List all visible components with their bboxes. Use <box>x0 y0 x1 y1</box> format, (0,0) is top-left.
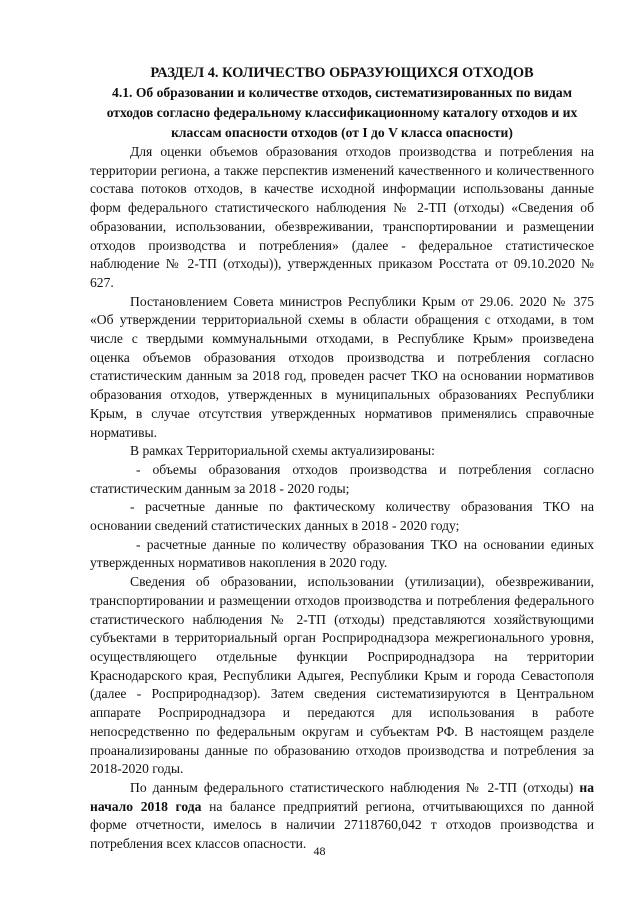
balance-text-start: По данным федерального статистического наблюдения № 2-ТП (отходы) <box>130 779 580 795</box>
list-item-volumes: - объемы образования отходов производства и потребления согласно статистическим данным за 2018 - 2020 годы; <box>90 461 594 496</box>
paragraph-updated-intro: В рамках Территориальной схемы актуализированы: <box>130 443 435 459</box>
list-item-actual-tko: - расчетные данные по фактическому количеству образования ТКО на основании сведений статистических данных в 2018 - 2020 году; <box>90 499 594 534</box>
list-item-normative-tko: - расчетные данные по количеству образования ТКО на основании единых утвержденных нормативов накопления в 2020 году. <box>90 536 594 571</box>
subsection-heading: 4.1. Об образовании и количестве отходов, систематизированных по видам отходов согласно федеральному классификационному каталогу отходов и их классам опасности отходов (от I до V класса опасности) <box>106 85 578 140</box>
page-number: 48 <box>313 844 326 858</box>
paragraph-balance-2018 <box>90 779 594 854</box>
document-page <box>90 64 594 854</box>
paragraph-reporting-process: Сведения об образовании, использовании (утилизации), обезвреживании, транспортировании и размещении отходов производства и потребления федерального статистического наблюдения № 2-ТП (отходы) представляются хозяйствующими субъектами в территориальный орган Росприроднадзора межрегионального уровня, осуществляющего отдельные функции Росприроднадзора на территории Краснодарского края, Республики Адыгея, Республики Крым и города Севастополя (далее - Росприроднадзор). Затем сведения систематизируются в Центральном аппарате Росприроднадзора и передаются для использования в работе непосредственно по федеральным округам и субъектам РФ. В настоящем разделе проанализированы данные по образованию отходов производства и потребления за 2018-2020 годы. <box>90 574 594 777</box>
balance-date-emphasis: на начало 2018 года <box>90 779 594 814</box>
paragraph-data-sources: Для оценки объемов образования отходов производства и потребления на территории региона, а также перспектив изменений качественного и количественного состава потоков отходов, в качестве исходной информации использованы данные форм федерального статистического наблюдения № 2-ТП (отходы) «Сведения об образовании, использовании, обезвреживании, транспортировании и размещении отходов производства и потребления» (далее - федеральное статистическое наблюдение № 2-ТП (отходы)), утвержденных приказом Росстата от 09.10.2020 № 627. <box>90 144 594 290</box>
section-heading: РАЗДЕЛ 4. КОЛИЧЕСТВО ОБРАЗУЮЩИХСЯ ОТХОДОВ <box>150 65 534 81</box>
paragraph-resolution: Постановлением Совета министров Республики Крым от 29.06. 2020 № 375 «Об утверждении территориальной схемы в области обращения с отходами, в том числе с твердыми коммунальными отходами, в Республике Крым» произведена оценка объемов образования отходов производства и потребления согласно статистическим данным за 2018 год, проведен расчет ТКО на основании нормативов образования отходов, утвержденных в муниципальных образованиях Республики Крым, в случае отсутствия утвержденных нормативов применялись справочные нормативы. <box>90 293 594 440</box>
balance-text-end: на балансе предприятий региона, отчитывающихся по данной форме отчетности, имелось в наличии 27118760,042 т отходов производства и потребления всех классов опасности. <box>90 798 594 852</box>
